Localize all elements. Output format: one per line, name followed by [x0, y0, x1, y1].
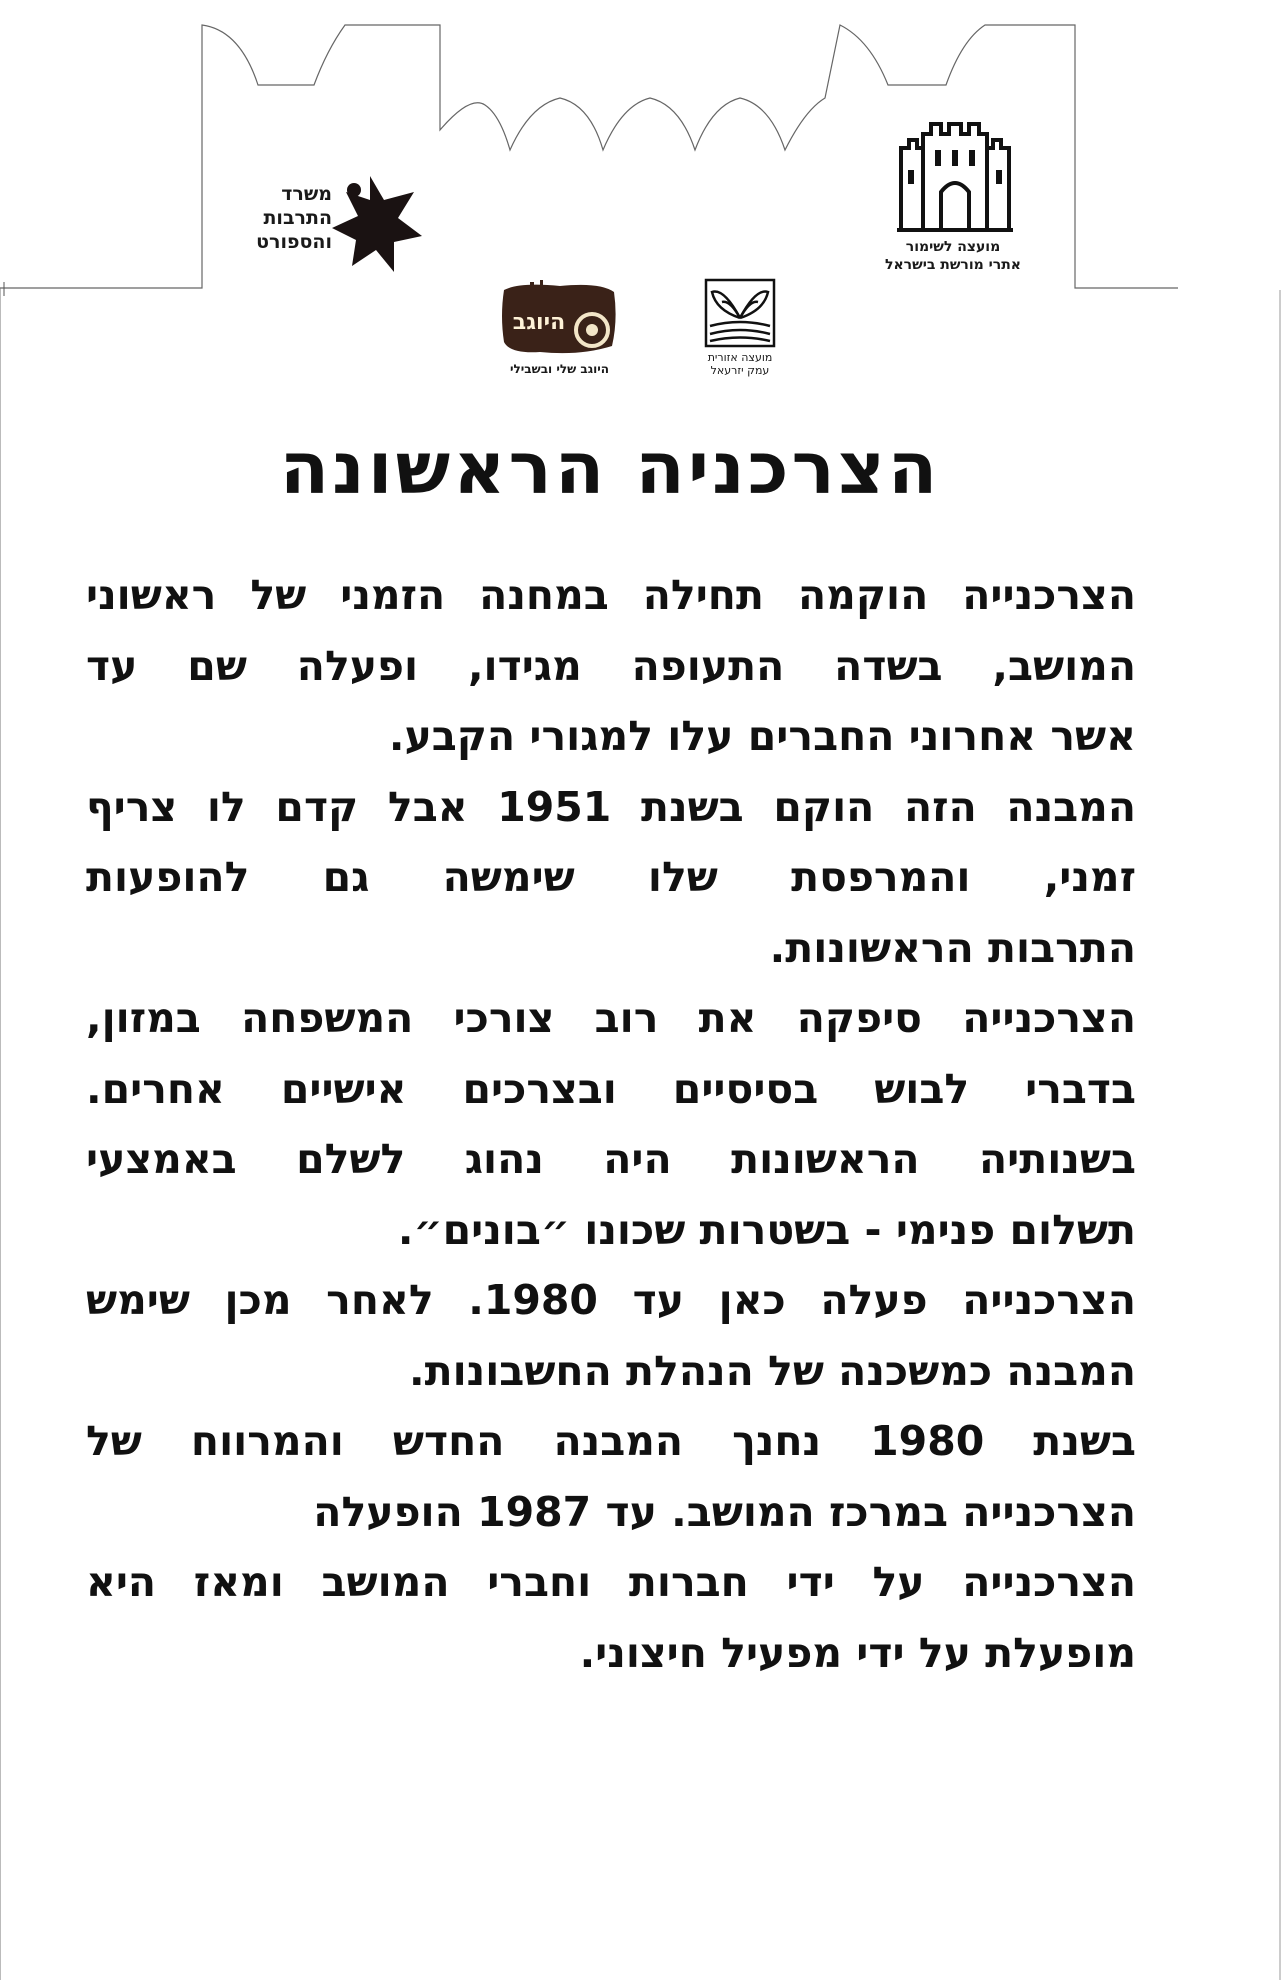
body-line: בדברי לבוש בסיסיים ובצרכים אישיים אחרים.	[86, 1064, 1136, 1113]
body-line: המבנה הזה הוקם בשנת 1951 אבל קדם לו צריף	[86, 782, 1136, 831]
yogev-badge-text: היוגב	[512, 310, 566, 335]
yogev-logo	[492, 280, 627, 385]
ministry-name	[222, 182, 332, 254]
heritage-council-logo	[858, 120, 1048, 280]
star-emblem-icon	[332, 170, 424, 274]
ministry-line-3: והספורט	[256, 231, 332, 253]
page-title: הצרכניה הראשונה	[279, 426, 941, 510]
open-book-field-icon	[704, 278, 776, 348]
body-line: זמני, והמרפסת שלו שימשה גם להופעות	[86, 853, 1136, 901]
body-line: הצרכנייה הוקמה תחילה במחנה הזמני של ראשוני	[86, 571, 1136, 619]
ministry-logo	[222, 170, 422, 275]
ministry-line-1: משרד	[281, 183, 332, 205]
council-name-line-1: מועצה לשימור	[905, 239, 1001, 255]
body-line: המבנה כמשכנה של הנהלת החשבונות.	[409, 1346, 1136, 1395]
body-line: אשר אחרוני החברים עלו למגורי הקבע.	[388, 712, 1136, 760]
body-line: הצרכנייה סיפקה את רוב צורכי המשפחה במזון,	[86, 994, 1136, 1042]
regional-council-logo	[695, 278, 785, 378]
body-line: מופעלת על ידי מפעיל חיצוני.	[579, 1628, 1136, 1677]
body-text	[86, 560, 1136, 1688]
regional-name-line-1: מועצה אזורית	[707, 351, 773, 364]
castle-gate-icon	[895, 120, 1015, 232]
body-line: תשלום פנימי - בשטרות שכונו ״בונים״.	[397, 1205, 1136, 1254]
council-name-line-2: אתרי מורשת בישראל	[885, 257, 1021, 273]
yogev-caption: היוגב שלי ובשבילי	[509, 362, 609, 376]
ministry-line-2: התרבות	[263, 207, 332, 229]
body-line: הצרכנייה פעלה כאן עד 1980. לאחר מכן שימש	[86, 1276, 1136, 1324]
body-line: הצרכנייה במרכז המושב. עד 1987 הופעלה	[313, 1487, 1136, 1536]
body-line: הצרכנייה על ידי חברות וחברי המושב ומאז היא	[86, 1558, 1136, 1606]
body-line: התרבות הראשונות.	[769, 923, 1136, 972]
body-line: המושב, בשדה התעופה מגידו, ופעלה שם עד	[86, 641, 1136, 690]
body-line: בשנת 1980 נחנך המבנה החדש והמרווח של	[86, 1417, 1136, 1465]
regional-name-line-2: עמק יזרעאל	[710, 364, 770, 377]
body-line: בשנותיה הראשונות היה נהוג לשלם באמצעי	[86, 1135, 1136, 1183]
